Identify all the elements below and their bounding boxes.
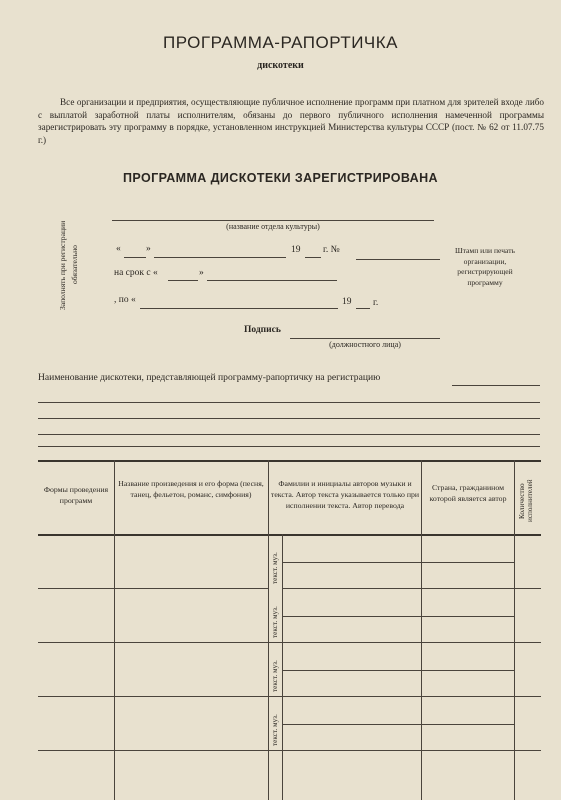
side-note-line-2: обязательно — [70, 245, 79, 285]
side-note-line-1: Заполнять при регистрации — [58, 220, 67, 310]
col-header-authors: Фамилии и инициалы авторов музыки и текста. Автор текста указывается только при исполнении текста. Автор перевода — [270, 479, 420, 510]
row-marker-2: текст. муз. — [271, 606, 279, 638]
reg-number-label: г. № — [323, 245, 340, 255]
signature-caption: (должностного лица) — [329, 340, 401, 349]
row-line — [38, 642, 541, 643]
date-open-quote: « — [116, 244, 121, 254]
until-label: , по « — [114, 295, 136, 305]
dept-caption: (название отдела культуры) — [226, 222, 320, 231]
col-divider-1 — [114, 460, 115, 800]
col-divider-marker — [282, 534, 283, 800]
row-line — [38, 696, 541, 697]
row-line — [38, 588, 114, 589]
date-year-prefix: 19 — [291, 245, 301, 255]
term-close-quote: » — [199, 268, 204, 278]
row-marker-3: текст. муз. — [271, 660, 279, 692]
row-line — [114, 588, 268, 589]
col-header-country: Страна, гражданином которой является автор — [429, 483, 507, 503]
row-line — [38, 750, 541, 751]
col-header-count: Количество исполнителей — [518, 479, 534, 523]
form-title: ПРОГРАММА-РАПОРТИЧКА — [162, 33, 399, 52]
row-marker-1: текст. муз. — [271, 552, 279, 584]
stamp-note: Штамп или печать организации, регистрирующей программу — [454, 246, 516, 287]
disco-name-label: Наименование дискотеки, представляющей программу-рапортичку на регистрацию — [38, 372, 381, 383]
col-divider-2 — [268, 460, 269, 800]
sub-line — [282, 562, 514, 563]
col-header-work: Название произведения и его форма (песня, танец, фельетон, романс, симфония) — [118, 479, 264, 499]
date-close-quote: » — [146, 244, 151, 254]
term-label: на срок с « — [114, 268, 158, 278]
until-year-prefix: 19 — [342, 297, 352, 307]
signature-label: Подпись — [244, 325, 281, 335]
col-header-forms: Формы проведения программ — [43, 485, 109, 505]
sub-line — [282, 670, 514, 671]
until-year-suffix: г. — [373, 298, 379, 308]
row-line — [282, 588, 541, 589]
col-divider-4 — [514, 460, 515, 800]
sub-line — [282, 616, 514, 617]
sub-line — [282, 724, 514, 725]
form-subtitle: дискотеки — [257, 60, 304, 71]
col-divider-3 — [421, 460, 422, 800]
intro-paragraph: Все организации и предприятия, осуществляющие публичное исполнение программ при платном для зрителей входе либо с выплатой заработной платы исполнителям, обязаны до первого публичного исполнения намеченной программы зарегистрировать эту программу в порядке, установленном инструкцией Министерства культуры СССР (пост. № 62 от 11.07.75 г.) — [38, 97, 544, 145]
registration-heading: ПРОГРАММА ДИСКОТЕКИ ЗАРЕГИСТРИРОВАНА — [123, 171, 438, 185]
row-marker-4: текст. муз. — [271, 714, 279, 746]
